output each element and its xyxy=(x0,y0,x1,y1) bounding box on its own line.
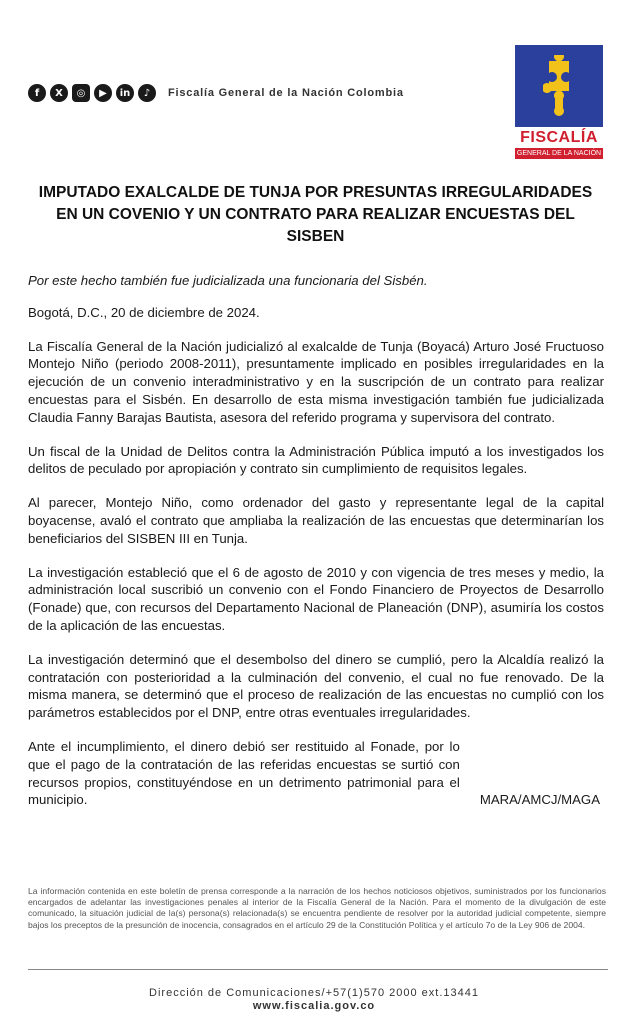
paragraph-5: La investigación determinó que el desembolso del dinero se cumplió, pero la Alcaldía realizó la contratación con posterioridad a la culminación del convenio, el cual no fue renovado. De la misma manera, se determinó que el proceso de realización de las encuestas no cumplió con los parámetros establecidos por el DNP, entre otras eventuales irregularidades. xyxy=(28,651,604,721)
logo-word: FISCALÍA xyxy=(520,129,598,146)
logo-emblem xyxy=(515,45,603,127)
closing-block xyxy=(28,738,604,809)
tiktok-icon[interactable]: ♪ xyxy=(138,84,156,102)
article-subtitle: Por este hecho también fue judicializada una funcionaria del Sisbén. xyxy=(28,273,428,288)
dateline: Bogotá, D.C., 20 de diciembre de 2024. xyxy=(28,304,260,320)
fiscalia-logo xyxy=(515,45,603,165)
footer-contact: Dirección de Comunicaciones/+57(1)570 2000 ext.13441 xyxy=(149,987,479,999)
article-title: IMPUTADO EXALCALDE DE TUNJA POR PRESUNTAS IRREGULARIDADES EN UN COVENIO Y UN CONTRATO PARA REALIZAR ENCUESTAS DEL SISBEN xyxy=(38,184,593,245)
paragraph-4: La investigación estableció que el 6 de agosto de 2010 y con vigencia de tres meses y medio, la administración local suscribió un convenio con el Fondo Financiero de Proyectos de Desarrollo (Fonade) que, con recursos del Departamento Nacional de Planeación (DNP), asumiría los costos de la aplicación de las encuestas. xyxy=(28,564,604,633)
footer-divider xyxy=(28,969,608,970)
footer-website-link[interactable]: www.fiscalia.gov.co xyxy=(252,1000,376,1012)
puzzle-piece-icon xyxy=(529,55,589,117)
youtube-icon[interactable]: ▶ xyxy=(94,84,112,102)
legal-disclaimer: La información contenida en este boletín de prensa corresponde a la narración de los hechos noticiosos objetivos, suministrados por los funcionarios encargados de adelantar las investigaciones penales al interior de la Fiscalía General de la Nación. Para el momento de la divulgación de este comunicado, la situación judicial de la(s) persona(s) relacionada(s) se encuentra pendiente de resolver por la autoridad judicial competente, siempre bajos los preceptos de la presunción de inocencia, consagrados en el artículo 29 de la Constitución Política y el artículo 7o de la Ley 906 de 2004. xyxy=(28,886,606,930)
facebook-icon[interactable]: f xyxy=(28,84,46,102)
instagram-icon[interactable]: ◎ xyxy=(72,84,90,102)
footer xyxy=(0,987,628,1013)
paragraph-2: Un fiscal de la Unidad de Delitos contra la Administración Pública imputó a los investigados los delitos de peculado por apropiación y contrato sin cumplimiento de requisitos legales. xyxy=(28,443,604,477)
social-icons xyxy=(28,84,156,102)
paragraph-6: Ante el incumplimiento, el dinero debió ser restituido al Fonade, por lo que el pago de la contratación de las referidas encuestas se surtió con recursos propios, constituyéndose en un detrimento patrimonial para el municipio. xyxy=(28,738,460,808)
logo-subtitle: GENERAL DE LA NACIÓN xyxy=(516,150,602,157)
paragraph-3: Al parecer, Montejo Niño, como ordenador del gasto y representante legal de la capital boyacense, avaló el contrato que ampliaba la realización de las encuestas que determinarían los beneficiarios del SISBEN III en Tunja. xyxy=(28,495,604,546)
org-name: Fiscalía General de la Nación Colombia xyxy=(168,87,404,99)
article-body xyxy=(28,272,604,809)
paragraph-1: La Fiscalía General de la Nación judicializó al exalcalde de Tunja (Boyacá) Arturo José Fructuoso Montejo Niño (periodo 2008-2011), presuntamente implicado en posibles irregularidades en la ejecución de un convenio interadministrativo y en la suscripción de un contrato para realizar encuestas para el Sisbén. En desarrollo de esta misma investigación también fue judicializada Claudia Fanny Barajas Bautista, asesora del referido programa y supervisora del contrato. xyxy=(28,338,604,425)
x-icon[interactable]: X xyxy=(50,84,68,102)
linkedin-icon[interactable]: in xyxy=(116,84,134,102)
header-bar xyxy=(28,84,404,102)
author-signature: MARA/AMCJ/MAGA xyxy=(479,792,600,808)
